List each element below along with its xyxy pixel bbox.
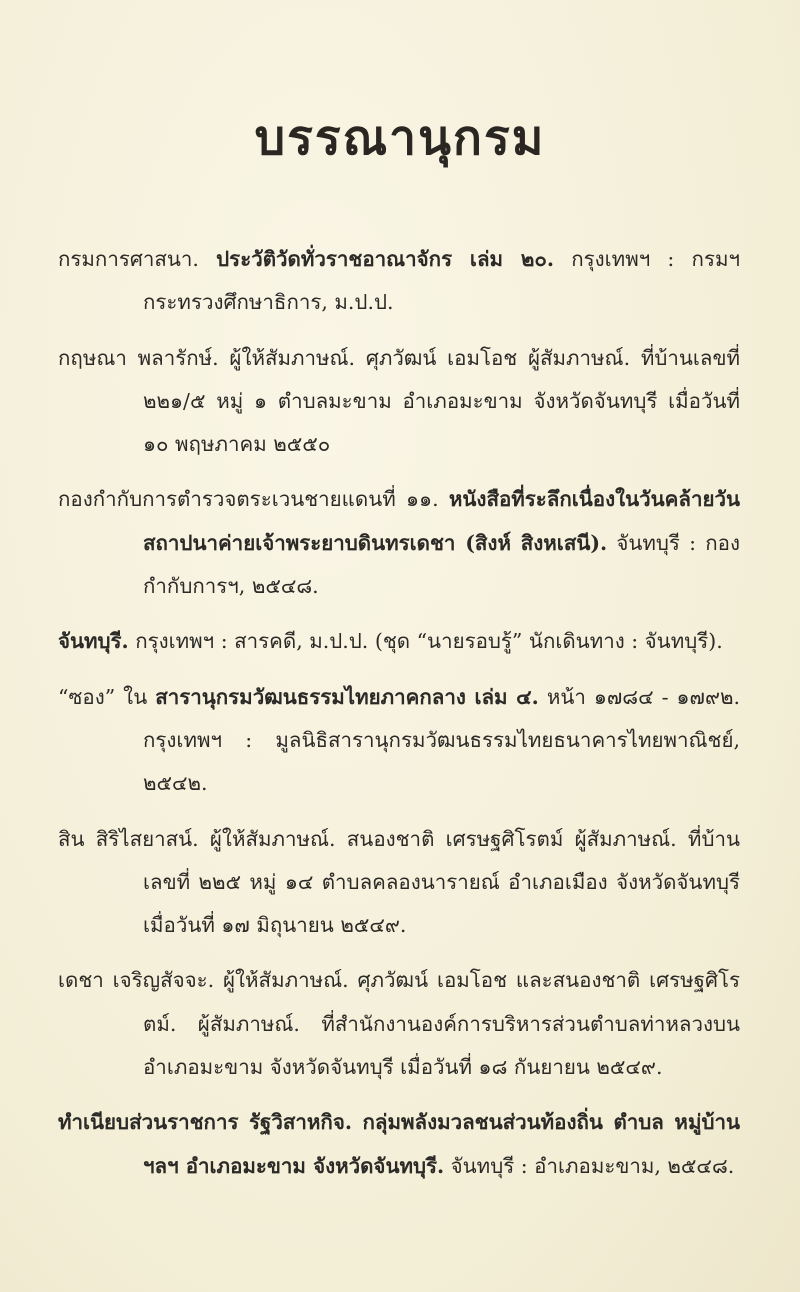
entry-text: กฤษณา พลารักษ์. ผู้ให้สัมภาษณ์. ศุภวัฒน์ เอมโอช ผู้สัมภาษณ์. ที่บ้านเลขที่ ๒๒๑/๕ หมู่ ๑ ตำบลมะขาม อำเภอมะขาม จังหวัดจันทบุรี เมื่อวันที่ ๑๐ พฤษภาคม ๒๕๕๐ [58,345,740,457]
entry-text-tail: กรุงเทพฯ : กรมฯ กระทรวงศึกษาธิการ, ม.ป.ป. [143,247,741,315]
entry-bold-lead: ทำเนียบส่วนราชการ รัฐวิสาหกิจ. กลุ่มพลังมวลชนส่วนท้องถิ่น ตำบล หมู่บ้าน ฯลฯ อำเภอมะขาม จังหวัดจันทบุรี. [58,1110,740,1178]
bibliography-entry [58,818,740,948]
bibliography-entry [58,676,740,806]
entry-bold-title: ประวัติวัดทั่วราชอาณาจักร เล่ม ๒๐. [216,247,555,271]
entry-text: กองกำกับการตำรวจตระเวนชายแดนที่ ๑๑. [58,487,449,512]
entry-text: จันทบุรี : อำเภอมะขาม, ๒๕๔๘. [444,1153,735,1178]
entry-text: สิน สิริไสยาสน์. ผู้ให้สัมภาษณ์. สนองชาติ เศรษฐศิโรตม์ ผู้สัมภาษณ์. ที่บ้านเลขที่ ๒๒๕ หมู่ ๑๔ ตำบลคลองนารายณ์ อำเภอเมือง จังหวัดจันทบุรี เมื่อวันที่ ๑๗ มิถุนายน ๒๕๔๙. [58,826,740,938]
bibliography-list [58,238,740,1200]
entry-bold-title: สารานุกรมวัฒนธรรมไทยภาคกลาง เล่ม ๔. [155,684,539,709]
entry-text: กรมการศาสนา. [58,247,217,271]
entry-text-tail: จันทบุรี : กองกำกับการฯ, ๒๕๔๘. [143,530,740,599]
bibliography-entry [58,337,740,467]
bibliography-entry [58,959,740,1089]
entry-text: “ซอง” ใน [58,684,156,709]
entry-bold-lead: จันทบุรี. [58,629,129,654]
bibliography-entry [58,238,740,325]
bibliography-entry [58,1101,740,1188]
bibliography-entry [58,478,740,608]
entry-text: กรุงเทพฯ : สารคดี, ม.ป.ป. (ชุด “นายรอบรู้” นักเดินทาง : จันทบุรี). [128,629,723,654]
bibliography-entry [58,620,740,663]
entry-text: เดชา เจริญสัจจะ. ผู้ให้สัมภาษณ์. ศุภวัฒน์ เอมโอช และสนองชาติ เศรษฐศิโรตม์. ผู้สัมภาษณ์. ที่สำนักงานองค์การบริหารส่วนตำบลท่าหลวงบน อำเภอมะขาม จังหวัดจันทบุรี เมื่อวันที่ ๑๘ กันยายน ๒๕๔๙. [58,968,740,1080]
entry-text-tail: หน้า ๑๗๘๔ - ๑๗๙๒. กรุงเทพฯ : มูลนิธิสารานุกรมวัฒนธรรมไทยธนาคารไทยพาณิชย์, ๒๕๔๒. [143,684,740,796]
entry-bold-title: หนังสือที่ระลึกเนื่องในวันคล้ายวันสถาปนาค่ายเจ้าพระยาบดินทรเดชา (สิงห์ สิงหเสนี). [143,487,740,555]
page-title: บรรณานุกรม [254,110,546,166]
